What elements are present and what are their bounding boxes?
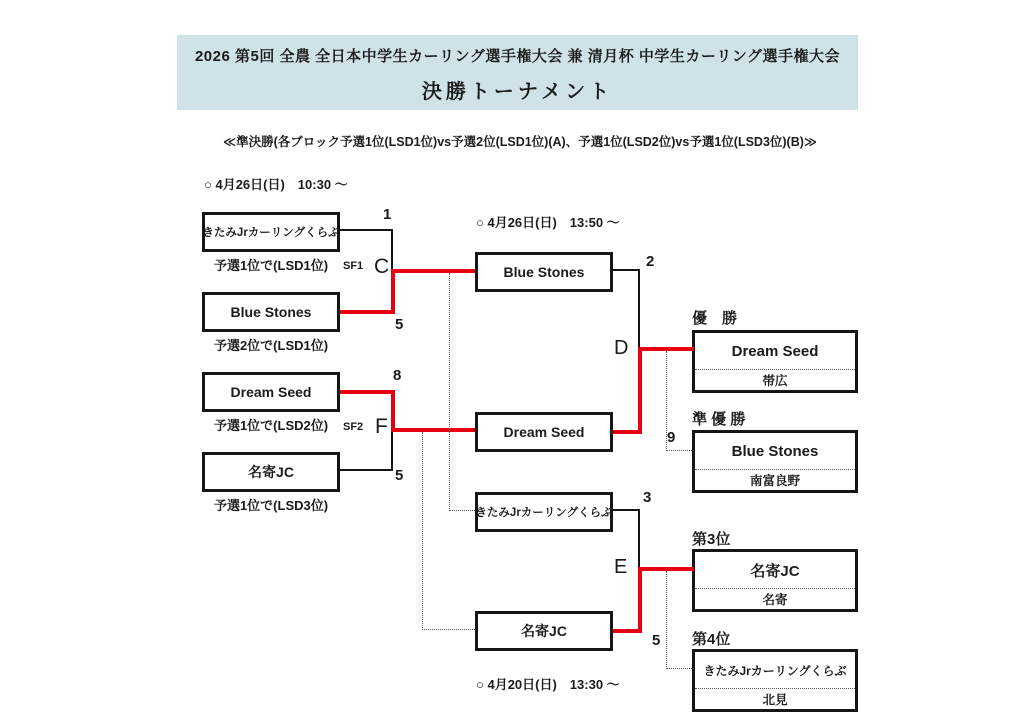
semifinal-pairing-note: ≪準決勝(各ブロック予選1位(LSD1位)vs予選2位(LSD1位)(A)、予選1位(LSD2位)vs予選1位(LSD3位)(B)≫ bbox=[222, 135, 817, 149]
final-top-score: 2 bbox=[646, 253, 655, 270]
sf1-top-score: 1 bbox=[383, 206, 392, 223]
final-bottom-score: 9 bbox=[667, 429, 676, 446]
sf1-advance-line bbox=[391, 269, 475, 273]
team-name: きたみJrカーリングくらぶ bbox=[475, 507, 613, 519]
sf1-winner-line-h bbox=[340, 310, 395, 314]
sf2-team-top-seed: 予選1位で(LSD2位) bbox=[213, 418, 329, 433]
runner-up-name: Blue Stones bbox=[695, 433, 855, 470]
final-loser-drop-h bbox=[666, 450, 694, 451]
third-city: 名寄 bbox=[762, 593, 788, 607]
final-team-top-box bbox=[475, 252, 613, 292]
sf2-loser-drop-h bbox=[422, 629, 475, 630]
team-name: Dream Seed bbox=[503, 424, 585, 440]
sf1-letter: C bbox=[374, 255, 390, 278]
third-top-score: 3 bbox=[643, 489, 652, 506]
sf2-letter: F bbox=[375, 415, 388, 438]
sf2-bottom-connector-h bbox=[340, 469, 393, 471]
team-name: Dream Seed bbox=[230, 384, 312, 400]
sf1-winner-line-v bbox=[391, 269, 395, 314]
sf1-top-connector-v bbox=[391, 229, 393, 271]
fourth-city: 北見 bbox=[762, 693, 788, 707]
third-loser-drop-h bbox=[666, 668, 694, 669]
sf1-team-bottom-seed: 予選2位で(LSD1位) bbox=[213, 338, 329, 353]
sf1-bottom-score: 5 bbox=[395, 316, 404, 333]
sf1-team-top-box bbox=[202, 212, 340, 252]
final-team-bottom-box bbox=[475, 412, 613, 452]
team-name: Blue Stones bbox=[230, 304, 312, 320]
sf2-bottom-score: 5 bbox=[395, 467, 404, 484]
sf1-loser-drop-v bbox=[449, 273, 450, 511]
champion-city: 帯広 bbox=[762, 374, 788, 388]
fourth-box bbox=[692, 649, 858, 712]
third-bottom-score: 5 bbox=[652, 632, 661, 649]
third-letter: E bbox=[614, 556, 628, 578]
third-place-team-top-box bbox=[475, 492, 613, 532]
sf2-advance-line bbox=[391, 428, 475, 432]
runner-up-city: 南富良野 bbox=[749, 474, 800, 488]
third-winner-line-v bbox=[638, 567, 642, 633]
sf1-top-connector-h bbox=[340, 229, 393, 231]
fourth-name: きたみJrカーリングくらぶ bbox=[695, 652, 855, 689]
final-letter: D bbox=[614, 337, 629, 359]
sf2-winner-line-v bbox=[391, 390, 395, 432]
third-place-datetime: ○ 4月20日(日) 13:30 ～ bbox=[476, 677, 620, 692]
sf2-bottom-connector-v bbox=[391, 429, 393, 471]
third-box bbox=[692, 549, 858, 612]
sf2-loser-drop-v bbox=[422, 432, 423, 630]
semifinal-datetime: ○ 4月26日(日) 10:30 ～ bbox=[204, 177, 348, 192]
bracket-title: 決勝トーナメント bbox=[421, 81, 614, 103]
final-top-connector-v bbox=[638, 269, 640, 349]
final-datetime: ○ 4月26日(日) 13:50 ～ bbox=[476, 215, 620, 230]
sf1-loser-drop-h bbox=[449, 510, 475, 511]
sf2-top-score: 8 bbox=[393, 367, 402, 384]
runner-up-title: 準 優 勝 bbox=[692, 411, 746, 428]
sf2-label: SF2 bbox=[343, 421, 364, 433]
runner-up-box bbox=[692, 430, 858, 493]
third-top-connector-h bbox=[613, 509, 640, 511]
champion-box bbox=[692, 330, 858, 393]
final-winner-line-v bbox=[638, 347, 642, 434]
sf1-label: SF1 bbox=[343, 260, 364, 272]
third-title: 第3位 bbox=[692, 531, 731, 548]
final-top-connector-h bbox=[613, 269, 640, 271]
sf2-team-bottom-box bbox=[202, 452, 340, 492]
team-name: 名寄JC bbox=[521, 623, 567, 639]
sf2-team-bottom-seed: 予選1位で(LSD3位) bbox=[213, 498, 329, 513]
sf1-team-bottom-box bbox=[202, 292, 340, 332]
fourth-title: 第4位 bbox=[692, 631, 731, 648]
header-banner bbox=[177, 35, 858, 110]
sf1-team-top-seed: 予選1位で(LSD1位) bbox=[213, 258, 329, 273]
team-name: 名寄JC bbox=[248, 464, 294, 480]
champion-title: 優 勝 bbox=[692, 310, 738, 327]
third-place-team-bottom-box bbox=[475, 611, 613, 651]
team-name: Blue Stones bbox=[503, 264, 585, 280]
sf2-team-top-box bbox=[202, 372, 340, 412]
third-top-connector-v bbox=[638, 509, 640, 569]
third-loser-drop-v bbox=[666, 571, 667, 669]
champion-name: Dream Seed bbox=[695, 333, 855, 370]
tournament-title: 2026 第5回 全農 全日本中学生カーリング選手権大会 兼 清月杯 中学生カーリング選手権大会 bbox=[194, 48, 841, 65]
third-name: 名寄JC bbox=[695, 552, 855, 589]
team-name: きたみJrカーリングくらぶ bbox=[202, 227, 340, 239]
sf2-winner-line-h bbox=[340, 390, 395, 394]
